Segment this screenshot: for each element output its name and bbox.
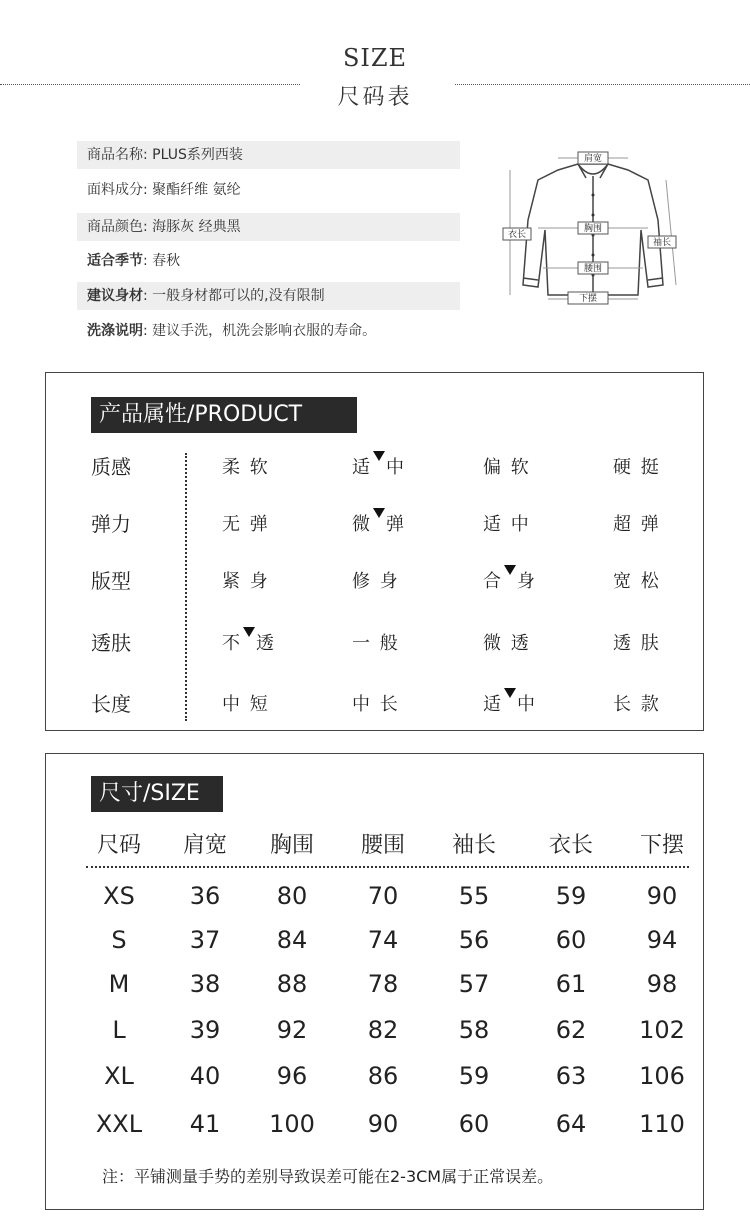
page-subtitle: 尺码表 bbox=[337, 85, 413, 110]
size-value-cell: 86 bbox=[367, 1062, 399, 1090]
size-column-header: 下摆 bbox=[639, 833, 684, 858]
attribute-option: 微 透 bbox=[483, 633, 531, 654]
size-value-cell: 60 bbox=[555, 926, 587, 954]
info-label: 商品颜色 bbox=[87, 219, 143, 235]
attribute-option: 宽 松 bbox=[613, 571, 661, 592]
info-separator: : bbox=[143, 323, 148, 339]
size-value-cell: 98 bbox=[646, 970, 678, 998]
size-value-cell: 39 bbox=[189, 1016, 221, 1044]
size-value-cell: 59 bbox=[458, 1062, 490, 1090]
size-column-header: 袖长 bbox=[451, 833, 496, 858]
attribute-name: 质感 bbox=[91, 455, 131, 479]
size-table-title: 尺寸/SIZE bbox=[91, 776, 223, 812]
option-text-start: 适 bbox=[483, 694, 503, 715]
attribute-option-selected bbox=[483, 567, 537, 593]
size-value-cell: 62 bbox=[555, 1016, 587, 1044]
attribute-name: 长度 bbox=[91, 692, 131, 716]
attribute-option: 中 长 bbox=[352, 694, 400, 715]
attribute-option: 中 短 bbox=[222, 694, 270, 715]
size-label-cell: XXL bbox=[95, 1110, 143, 1138]
attribute-name: 版型 bbox=[91, 569, 131, 593]
size-value-cell: 58 bbox=[458, 1016, 490, 1044]
size-value-cell: 88 bbox=[276, 970, 308, 998]
diagram-label-length: 衣长 bbox=[507, 230, 527, 240]
attribute-option: 偏 软 bbox=[483, 457, 531, 478]
size-value-cell: 37 bbox=[189, 926, 221, 954]
attributes-vertical-divider bbox=[185, 453, 187, 721]
selected-marker-icon bbox=[373, 508, 385, 518]
size-value-cell: 63 bbox=[555, 1062, 587, 1090]
size-value-cell: 57 bbox=[458, 970, 490, 998]
size-value-cell: 36 bbox=[189, 882, 221, 910]
info-label: 商品名称 bbox=[87, 147, 143, 163]
info-separator: : bbox=[143, 147, 148, 163]
selected-marker-icon bbox=[504, 565, 516, 575]
attribute-option-selected bbox=[352, 453, 406, 479]
selected-marker-icon bbox=[243, 627, 255, 637]
info-row bbox=[77, 282, 460, 310]
info-row bbox=[77, 213, 460, 241]
size-value-cell: 110 bbox=[639, 1110, 685, 1138]
size-value-cell: 70 bbox=[367, 882, 399, 910]
size-column-header: 肩宽 bbox=[182, 833, 227, 858]
info-value: 聚酯纤维 氨纶 bbox=[147, 182, 241, 198]
size-label-cell: M bbox=[108, 970, 130, 998]
info-label: 洗涤说明 bbox=[87, 323, 143, 339]
attribute-option: 柔 软 bbox=[222, 457, 270, 478]
attribute-option: 修 身 bbox=[352, 571, 400, 592]
info-value: 一般身材都可以的,没有限制 bbox=[147, 288, 325, 304]
shirt-measurement-diagram bbox=[498, 150, 688, 310]
info-separator: : bbox=[143, 288, 148, 304]
info-label: 面料成分 bbox=[87, 182, 143, 198]
size-label-cell: XS bbox=[103, 882, 135, 910]
size-table-header-divider bbox=[86, 866, 689, 868]
attribute-option: 超 弹 bbox=[613, 514, 661, 535]
info-row bbox=[77, 176, 460, 204]
size-value-cell: 90 bbox=[646, 882, 678, 910]
size-label-cell: XL bbox=[104, 1062, 134, 1090]
size-value-cell: 59 bbox=[555, 882, 587, 910]
attribute-option: 紧 身 bbox=[222, 571, 270, 592]
size-value-cell: 41 bbox=[189, 1110, 221, 1138]
info-row bbox=[77, 141, 460, 169]
info-value: 建议手洗，机洗会影响衣服的寿命。 bbox=[147, 323, 377, 339]
attribute-option: 无 弹 bbox=[222, 514, 270, 535]
attribute-option: 适 中 bbox=[483, 514, 531, 535]
attribute-option-selected bbox=[483, 690, 537, 716]
page-title: SIZE bbox=[342, 44, 408, 72]
size-value-cell: 74 bbox=[367, 926, 399, 954]
size-value-cell: 64 bbox=[555, 1110, 587, 1138]
size-value-cell: 61 bbox=[555, 970, 587, 998]
selected-marker-icon bbox=[504, 688, 516, 698]
size-value-cell: 78 bbox=[367, 970, 399, 998]
size-value-cell: 90 bbox=[367, 1110, 399, 1138]
info-value: 春秋 bbox=[147, 253, 181, 269]
info-value: 海豚灰 经典黑 bbox=[147, 219, 241, 235]
size-value-cell: 82 bbox=[367, 1016, 399, 1044]
size-value-cell: 80 bbox=[276, 882, 308, 910]
option-text-start: 合 bbox=[483, 571, 503, 592]
info-row bbox=[77, 247, 460, 275]
option-text-start: 微 bbox=[352, 514, 372, 535]
size-column-header: 腰围 bbox=[360, 833, 405, 858]
info-separator: : bbox=[143, 182, 148, 198]
diagram-label-sleeve: 袖长 bbox=[652, 238, 672, 248]
option-text-end: 中 bbox=[386, 457, 406, 478]
size-table-note: 注：平铺测量手势的差别导致误差可能在2-3CM属于正常误差。 bbox=[102, 1167, 554, 1186]
size-column-header: 尺码 bbox=[96, 833, 141, 858]
size-value-cell: 84 bbox=[276, 926, 308, 954]
option-text-end: 透 bbox=[256, 633, 276, 654]
info-row bbox=[77, 317, 460, 345]
attribute-option: 透 肤 bbox=[613, 633, 661, 654]
selected-marker-icon bbox=[373, 451, 385, 461]
info-label: 适合季节 bbox=[87, 253, 143, 269]
attribute-name: 透肤 bbox=[91, 631, 131, 655]
attribute-name: 弹力 bbox=[91, 512, 131, 536]
size-value-cell: 100 bbox=[269, 1110, 315, 1138]
size-table-panel bbox=[45, 753, 704, 1210]
option-text-end: 弹 bbox=[386, 514, 406, 535]
size-value-cell: 56 bbox=[458, 926, 490, 954]
attribute-option: 硬 挺 bbox=[613, 457, 661, 478]
attribute-option: 长 款 bbox=[613, 694, 661, 715]
attribute-option-selected bbox=[222, 629, 276, 655]
size-column-header: 衣长 bbox=[548, 833, 593, 858]
attribute-option-selected bbox=[352, 510, 406, 536]
info-separator: : bbox=[143, 219, 148, 235]
size-value-cell: 40 bbox=[189, 1062, 221, 1090]
size-value-cell: 60 bbox=[458, 1110, 490, 1138]
option-text-start: 不 bbox=[222, 633, 242, 654]
diagram-label-shoulder: 肩宽 bbox=[583, 154, 603, 164]
option-text-start: 适 bbox=[352, 457, 372, 478]
option-text-end: 中 bbox=[517, 694, 537, 715]
info-separator: : bbox=[143, 253, 148, 269]
size-value-cell: 38 bbox=[189, 970, 221, 998]
size-value-cell: 106 bbox=[639, 1062, 685, 1090]
option-text-end: 身 bbox=[517, 571, 537, 592]
info-label: 建议身材 bbox=[87, 288, 143, 304]
diagram-label-waist: 腰围 bbox=[583, 264, 603, 274]
size-value-cell: 92 bbox=[276, 1016, 308, 1044]
product-attributes-title: 产品属性/PRODUCT bbox=[91, 397, 357, 433]
size-value-cell: 96 bbox=[276, 1062, 308, 1090]
size-value-cell: 102 bbox=[639, 1016, 685, 1044]
size-label-cell: L bbox=[112, 1016, 126, 1044]
product-attributes-panel bbox=[45, 372, 704, 731]
attribute-option: 一 般 bbox=[352, 633, 400, 654]
size-column-header: 胸围 bbox=[269, 833, 314, 858]
size-value-cell: 55 bbox=[458, 882, 490, 910]
size-value-cell: 94 bbox=[646, 926, 678, 954]
diagram-label-hem: 下摆 bbox=[578, 294, 598, 304]
diagram-label-chest: 胸围 bbox=[583, 224, 603, 234]
info-value: PLUS系列西装 bbox=[147, 147, 243, 163]
size-label-cell: S bbox=[111, 926, 127, 954]
